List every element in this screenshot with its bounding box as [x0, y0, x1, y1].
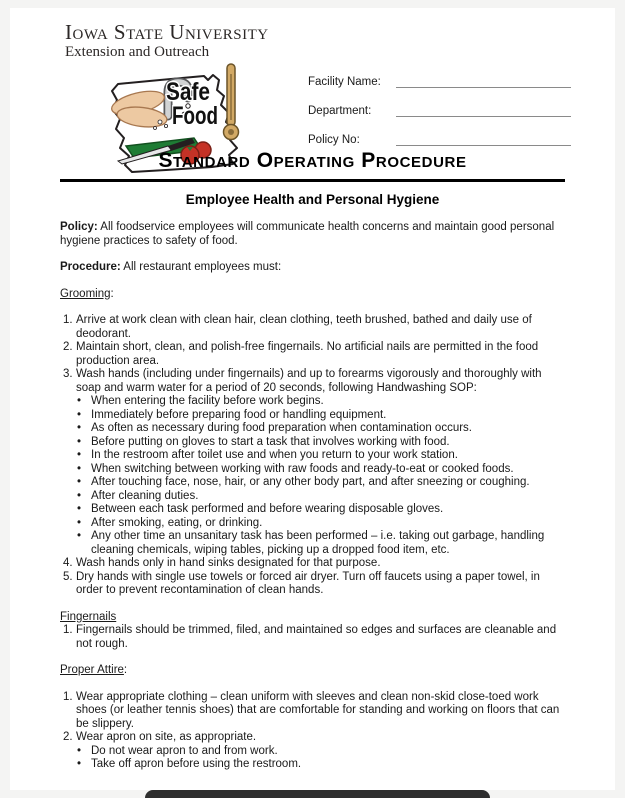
- bullet-item: • Immediately before preparing food or handling equipment.: [77, 408, 387, 421]
- policy-no-blank: [396, 132, 571, 146]
- page-title: Standard Operating Procedure: [158, 149, 467, 172]
- bullet-item: • When switching between working with raw foods and ready-to-eat or cooked foods.: [77, 462, 514, 475]
- policy-paragraph: [60, 221, 565, 248]
- isu-name: Iowa State University: [65, 20, 269, 44]
- grooming-list: [60, 314, 565, 598]
- document-subtitle: Employee Health and Personal Hygiene: [185, 191, 440, 207]
- policy-text: All foodservice employees will communicate health concerns and maintain good personal hygiene practices to safety of food.: [60, 221, 555, 247]
- department-blank: [396, 103, 571, 117]
- bullet-item: • After touching face, nose, hair, or any other body part, and after sneezing or coughing.: [77, 476, 530, 488]
- bullet-item: • Take off apron before using the restroom.: [77, 758, 302, 770]
- bullet-item: • After cleaning duties.: [77, 489, 199, 502]
- bullet-item: • Do not wear apron to and from work.: [77, 744, 278, 757]
- bullet-item: • In the restroom after toilet use and when you return to your work station.: [77, 449, 458, 461]
- header-form: [308, 74, 578, 161]
- section-grooming: [60, 288, 565, 598]
- handwashing-bullets: [76, 395, 565, 557]
- svg-text:Safe: Safe: [166, 78, 211, 106]
- list-item: 1. Fingernails should be trimmed, filed, and maintained so edges and surfaces are cleanable and not rough.: [63, 624, 557, 650]
- bullet-item: • Between each task performed and before wearing disposable gloves.: [77, 503, 444, 515]
- isu-wordmark: [65, 21, 269, 61]
- list-item: 1. Wear appropriate clothing – clean uniform with sleeves and clean non-skid close-toed work shoes (or leather tennis shoes) that are comfortable for standing and working on floors that can be slippery.: [63, 690, 560, 730]
- section-heading: Proper Attire:: [60, 664, 128, 676]
- page: [10, 8, 615, 790]
- procedure-paragraph: [60, 261, 565, 275]
- section-proper-attire: [60, 664, 565, 772]
- policy-label: Policy:: [60, 221, 98, 233]
- bullet-item: • When entering the facility before work begins.: [77, 395, 324, 407]
- proper-attire-list: [60, 691, 565, 772]
- bullet-item: • As often as necessary during food preparation when contamination occurs.: [77, 422, 472, 434]
- section-heading: Grooming:: [60, 287, 114, 300]
- list-item: 1. Arrive at work clean with clean hair, clean clothing, teeth brushed, bathed and daily use of deodorant.: [63, 314, 532, 340]
- bullet-item: • Any other time an unsanitary task has been performed – i.e. taking out garbage, handling cleaning chemicals, wiping tables, picking up a dropped food item, etc.: [77, 530, 545, 556]
- department-label: Department:: [308, 105, 372, 117]
- bullet-item: • After smoking, eating, or drinking.: [77, 516, 263, 529]
- thermometer-icon: [224, 64, 239, 140]
- facility-name-label: Facility Name:: [308, 76, 381, 88]
- title-divider: [60, 179, 565, 182]
- document-content: [60, 149, 565, 772]
- section-heading: Fingernails: [60, 610, 117, 623]
- facility-name-row: [308, 74, 578, 88]
- list-item: 3. Wash hands (including under fingernails) and up to forearms vigorously and thoroughly with soap and warm water for a period of 20 seconds, following Handwashing SOP: • When entering the facility before work begins. • Immediately before preparing food or handling equipment. • As often as necessary during food preparation when contamination occurs. • Before putting on gloves to start a task that involves working with food. • In the restroom after toilet use and when you return to your work station. • When switching between working with raw foods and ready-to-eat or cooked foods. • After touching face, nose, hair, or any other body part, and after sneezing or coughing. • After cleaning duties. • Between each task performed and before wearing disposable gloves. • After smoking, eating, or drinking. • Any other time an unsanitary task has been performed – i.e. taking out garbage, handling cleaning chemicals, wiping tables, picking up a dropped food item, etc.: [60, 368, 565, 557]
- list-item: 2. Maintain short, clean, and polish-free fingernails. No artificial nails are permitted in the food production area.: [63, 341, 539, 367]
- procedure-text: All restaurant employees must:: [123, 261, 282, 273]
- list-item: 5. Dry hands with single use towels or forced air dryer. Turn off faucets using a paper towel, in order to prevent recontamination of clean hands.: [63, 570, 540, 596]
- svg-text:Food: Food: [172, 102, 218, 130]
- procedure-label: Procedure:: [60, 261, 121, 273]
- department-row: [308, 103, 578, 117]
- facility-name-blank: [396, 74, 571, 88]
- apron-bullets: [76, 745, 565, 772]
- list-item: 2. Wear apron on site, as appropriate. • Do not wear apron to and from work. • Take off apron before using the restroom.: [60, 731, 565, 772]
- isu-tagline: Extension and Outreach: [65, 44, 210, 60]
- bullet-item: • Before putting on gloves to start a task that involves working with food.: [77, 435, 450, 448]
- fingernails-list: [60, 624, 565, 651]
- policy-no-row: [308, 132, 578, 146]
- viewer-toolbar[interactable]: [145, 790, 490, 798]
- list-item: 4. Wash hands only in hand sinks designated for that purpose.: [63, 557, 381, 569]
- policy-no-label: Policy No:: [308, 134, 360, 146]
- section-fingernails: [60, 611, 565, 652]
